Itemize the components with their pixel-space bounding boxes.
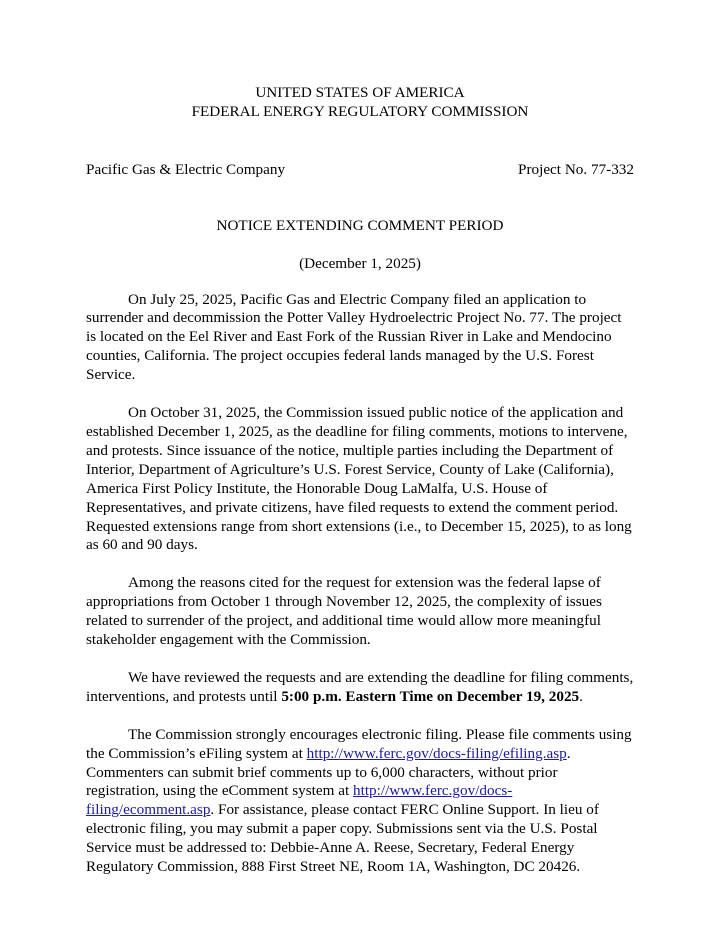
efiling-link[interactable]: http://www.ferc.gov/docs-filing/efiling.asp — [306, 744, 567, 762]
header-country: UNITED STATES OF AMERICA — [255, 84, 465, 101]
deadline-text: We have reviewed the requests and are extending the deadline for filing comments, interventions, and protests until — [86, 668, 634, 705]
notice-date: (December 1, 2025) — [299, 254, 421, 272]
document-header — [86, 84, 634, 122]
paragraph-deadline — [86, 669, 634, 707]
project-number: Project No. 77-332 — [518, 160, 634, 178]
ecomment-link[interactable]: http://www.ferc.gov/docs-filing/ecomment.asp — [86, 782, 513, 819]
paragraph-filing — [86, 726, 634, 877]
paragraph-reasons: Among the reasons cited for the request for extension was the federal lapse of appropriations from October 1 through November 12, 2025, the complexity of issues related to surrender of the project, and additional time would allow more meaningful stakeholder engagement with the Commission. — [86, 574, 602, 649]
document-page — [86, 84, 634, 877]
header-agency: FEDERAL ENERGY REGULATORY COMMISSION — [191, 102, 529, 120]
case-caption — [86, 161, 634, 180]
paragraph-application: On July 25, 2025, Pacific Gas and Electric Company filed an application to surrender and decommission the Potter Valley Hydroelectric Project No. 77. The project is located on the Eel River and East Fork of the Russian River in Lake and Mendocino counties, California. The project occupies federal lands managed by the U.S. Forest Service. — [86, 290, 622, 384]
party-name: Pacific Gas & Electric Company — [86, 160, 286, 178]
deadline-period: . — [579, 687, 583, 705]
notice-title: NOTICE EXTENDING COMMENT PERIOD — [216, 216, 504, 234]
filing-text-1: The Commission strongly encourages electronic filing. Please file comments using the Commission’s eFiling system at — [86, 725, 632, 762]
filing-text-3: . For assistance, please contact FERC Online Support. In lieu of electronic filing, you may submit a paper copy. Submissions sent via the U.S. Postal Service must be addressed to: Debbie-Anne A. Reese, Secretary, Federal Energy Regulatory Commission, 888 First Street NE, Room 1A, Washington, DC 20426. — [86, 801, 599, 876]
paragraph-requests: On October 31, 2025, the Commission issued public notice of the application and established December 1, 2025, as the deadline for filing comments, motions to intervene, and protests. Since issuance of the notice, multiple parties including the Department of Interior, Department of Agriculture’s U.S. Forest Service, County of Lake (California), America First Policy Institute, the Honorable Doug LaMalfa, U.S. House of Representatives, and private citizens, have filed requests to extend the comment period. Requested extensions range from short extensions (i.e., to December 15, 2025), to as long as 60 and 90 days. — [86, 404, 632, 554]
filing-text-2: . Commenters can submit brief comments up to 6,000 characters, without prior registration, using the eComment system at — [86, 744, 571, 800]
deadline-date: 5:00 p.m. Eastern Time on December 19, 2025 — [281, 687, 580, 705]
